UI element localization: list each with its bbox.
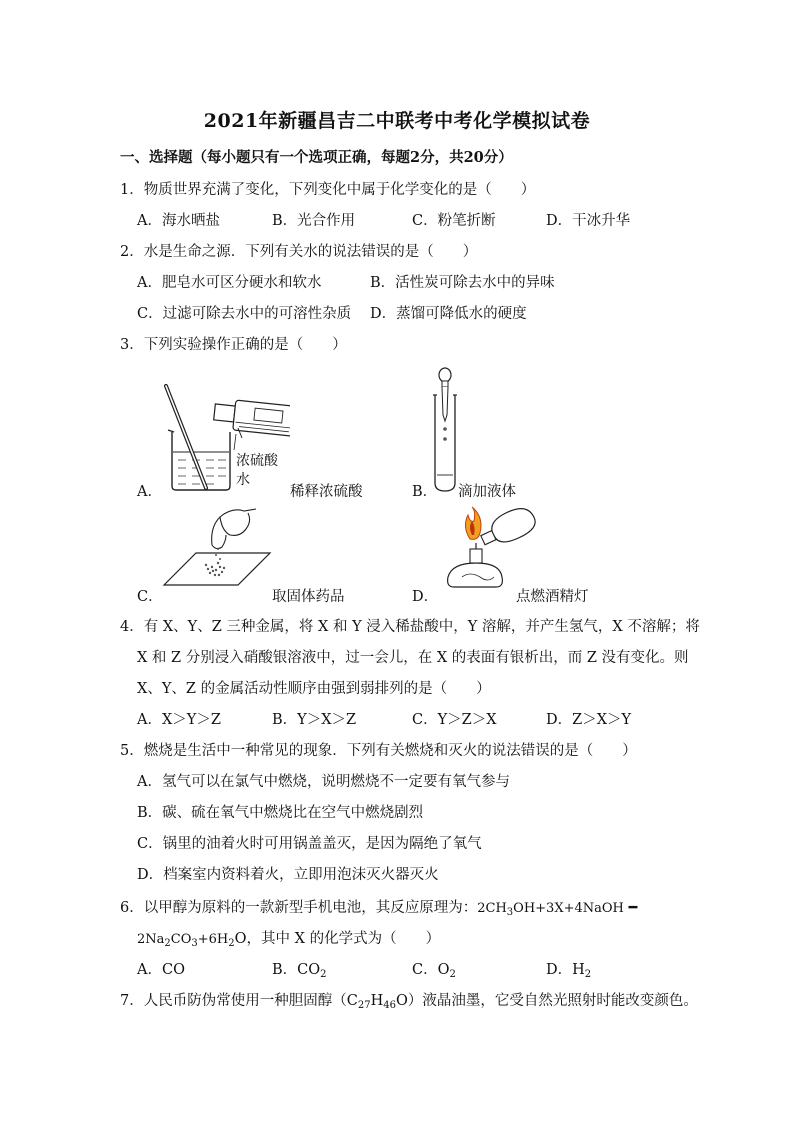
q6-eq-sub: 2	[164, 938, 171, 949]
question-4-line-1: 4．有 X、Y、Z 三种金属，将 X 和 Y 浸入稀盐酸中，Y 溶解，并产生氢气，X 不溶解；将	[120, 619, 700, 635]
q6-stem-tail: O，其中 X 的化学式为（ ）	[234, 931, 441, 947]
question-4-line-2: X 和 Z 分别浸入硝酸银溶液中，过一会儿，在 X 的表面有银析出，而 Z 没有变化。则	[137, 650, 689, 666]
figure-alcohol-lamp	[440, 505, 555, 595]
q6-eq-part: OH+3X+4NaOH	[513, 901, 624, 916]
question-6-line-2	[137, 927, 440, 949]
q4-option-d: D．Z＞X＞Y	[546, 712, 632, 728]
q7-text-mid: H	[370, 993, 384, 1009]
q6-option-c-text: C．O	[412, 962, 450, 978]
q4-option-a: A．X＞Y＞Z	[137, 712, 221, 728]
q2-option-c: C．过滤可除去水中的可溶性杂质	[137, 306, 352, 322]
q6-option-d-text: D．H	[546, 962, 585, 978]
q6-stem-text: 6．以甲醇为原料的一款新型手机电池，其反应原理为：	[120, 900, 478, 916]
figure-dilute-acid	[150, 380, 290, 495]
label-water: 水	[236, 472, 250, 488]
q5-option-b: B．碳、硫在氧气中燃烧比在空气中燃烧剧烈	[137, 805, 424, 821]
q7-text-post: O）液晶油墨，它受自然光照射时能改变颜色。	[395, 993, 698, 1009]
q1-option-c: C．粉笔折断	[412, 213, 496, 229]
q1-option-b: B．光合作用	[272, 213, 356, 229]
q5-option-d: D．档案室内资料着火，立即用泡沫灭火器灭火	[137, 867, 439, 883]
q6-option-b	[272, 958, 327, 980]
q6-option-a: A．CO	[137, 962, 185, 978]
q1-option-a: A．海水晒盐	[137, 213, 220, 229]
q4-option-b: B．Y＞X＞Z	[272, 712, 357, 728]
q7-sub-1: 27	[357, 1000, 371, 1011]
question-5-stem: 5．燃烧是生活中一种常见的现象．下列有关燃烧和灭火的说法错误的是（ ）	[120, 743, 637, 759]
q6-eq-part: +6H	[197, 932, 229, 947]
q6-eq-part: CO	[170, 932, 192, 947]
q6-option-b-text: B．CO	[272, 962, 321, 978]
section-heading: 一、选择题（每小题只有一个选项正确，每题2分，共20分）	[120, 149, 513, 166]
q4-option-c: C．Y＞Z＞X	[412, 712, 497, 728]
q6-option-c	[412, 958, 456, 980]
q5-option-c: C．锅里的油着火时可用锅盖盖灭，是因为隔绝了氧气	[137, 836, 482, 852]
q6-eq-sub: 3	[191, 938, 198, 949]
label-concentrated-acid: 浓硫酸	[236, 453, 278, 469]
q3-option-a-caption: 稀释浓硫酸	[290, 484, 363, 500]
q7-text-pre: 7．人民币防伪常使用一种胆固醇（C	[120, 993, 358, 1009]
q2-option-a: A．肥皂水可区分硬水和软水	[137, 275, 322, 291]
q3-option-c-letter: C．	[137, 589, 163, 605]
q3-option-b-caption: 滴加液体	[458, 484, 516, 500]
q6-eq-arrow: ━	[628, 899, 638, 916]
q7-sub-2: 46	[383, 1000, 396, 1011]
q3-option-d-letter: D．	[412, 589, 439, 605]
q2-option-b: B．活性炭可除去水中的异味	[370, 275, 555, 291]
figure-solid-reagent	[160, 505, 275, 590]
question-7-stem	[120, 989, 698, 1011]
q6-eq-sub: 2	[228, 938, 235, 949]
q6-option-b-sub: 2	[320, 969, 327, 980]
q3-option-c-caption: 取固体药品	[272, 589, 345, 605]
q3-option-b-letter: B．	[412, 484, 438, 500]
q5-option-a: A．氢气可以在氯气中燃烧，说明燃烧不一定要有氧气参与	[137, 774, 510, 790]
question-6-line-1	[120, 896, 637, 918]
question-2-stem: 2．水是生命之源．下列有关水的说法错误的是（ ）	[120, 244, 478, 260]
question-3-stem: 3．下列实验操作正确的是（ ）	[120, 337, 347, 353]
q3-option-a-letter: A．	[137, 484, 162, 500]
question-1-stem: 1．物质世界充满了变化，下列变化中属于化学变化的是（ ）	[120, 182, 536, 198]
question-4-line-3: X、Y、Z 的金属活动性顺序由强到弱排列的是（ ）	[137, 681, 491, 697]
q6-eq-part: 2CH	[477, 901, 507, 916]
q6-eq-part: 2Na	[137, 932, 165, 947]
figure-dropper	[425, 365, 465, 495]
page-title: 2021年新疆昌吉二中联考中考化学模拟试卷	[203, 110, 591, 132]
q6-option-c-sub: 2	[449, 969, 456, 980]
q6-eq-sub: 3	[506, 907, 514, 918]
q3-option-d-caption: 点燃酒精灯	[516, 589, 589, 605]
q6-option-d	[546, 958, 591, 980]
q2-option-d: D．蒸馏可降低水的硬度	[370, 306, 527, 322]
q1-option-d: D．干冰升华	[546, 213, 631, 229]
q6-option-d-sub: 2	[584, 969, 592, 980]
